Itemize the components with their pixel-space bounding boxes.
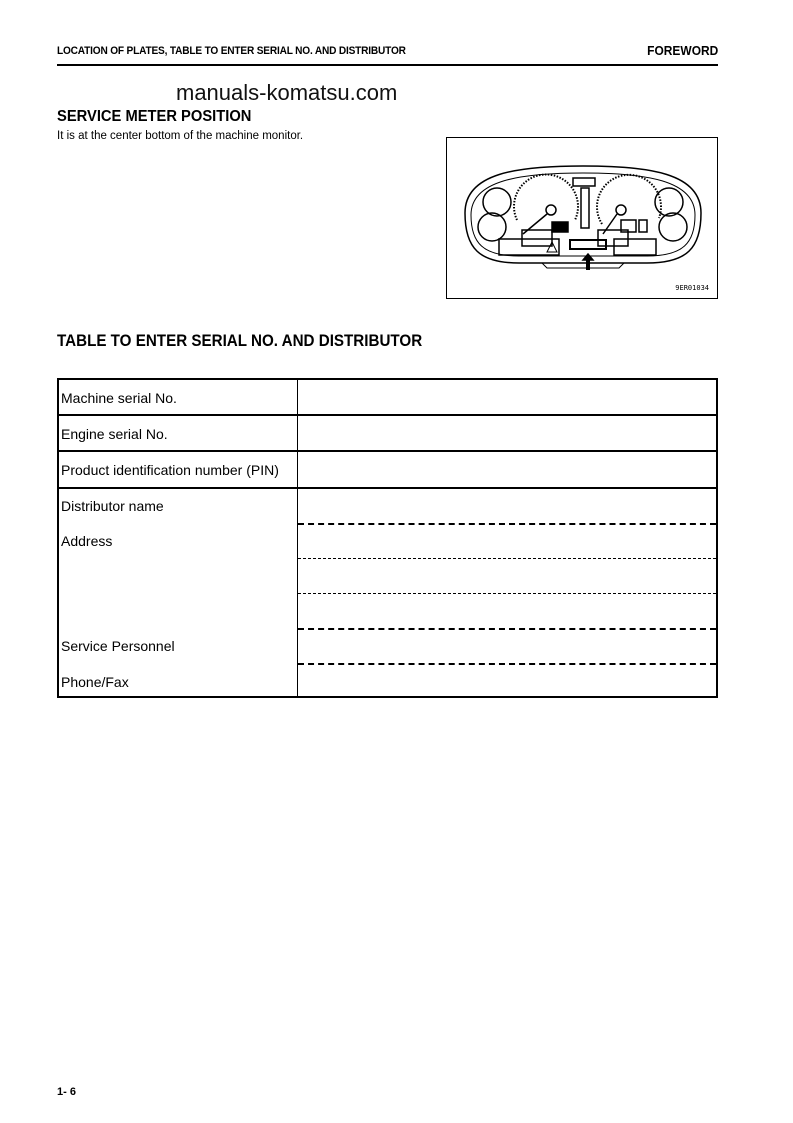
service-personnel-label: Service Personnel — [61, 638, 175, 654]
distributor-name-field[interactable] — [298, 489, 716, 523]
address-line-1-field[interactable] — [298, 525, 716, 558]
pin-field[interactable] — [298, 452, 716, 487]
address-line-2-field[interactable] — [298, 559, 716, 593]
distributor-name-label: Distributor name — [61, 498, 164, 514]
phone-fax-label: Phone/Fax — [61, 674, 129, 690]
engine-serial-field[interactable] — [298, 416, 716, 451]
address-line-3-field[interactable] — [298, 594, 716, 628]
machine-serial-label: Machine serial No. — [61, 390, 177, 406]
serial-table-heading: TABLE TO ENTER SERIAL NO. AND DISTRIBUTOR — [57, 332, 423, 350]
header-divider — [57, 64, 718, 66]
section-title: LOCATION OF PLATES, TABLE TO ENTER SERIAL NO. AND DISTRIBUTOR — [57, 45, 406, 57]
phone-fax-field[interactable] — [298, 665, 716, 696]
chapter-title: FOREWORD — [646, 43, 718, 58]
page-number: 1- 6 — [57, 1086, 76, 1098]
watermark: manuals-komatsu.com — [176, 80, 398, 105]
machine-monitor-illustration — [447, 138, 719, 300]
service-meter-heading: SERVICE METER POSITION — [57, 108, 252, 125]
monitor-figure — [446, 137, 718, 299]
figure-code: 9ER01034 — [675, 284, 709, 292]
serial-distributor-table — [57, 378, 718, 698]
service-personnel-field[interactable] — [298, 630, 716, 663]
machine-serial-field[interactable] — [298, 380, 716, 415]
address-label: Address — [61, 533, 113, 549]
pin-label: Product identification number (PIN) — [61, 462, 279, 478]
engine-serial-label: Engine serial No. — [61, 426, 168, 442]
service-meter-description: It is at the center bottom of the machine monitor. — [57, 130, 304, 142]
